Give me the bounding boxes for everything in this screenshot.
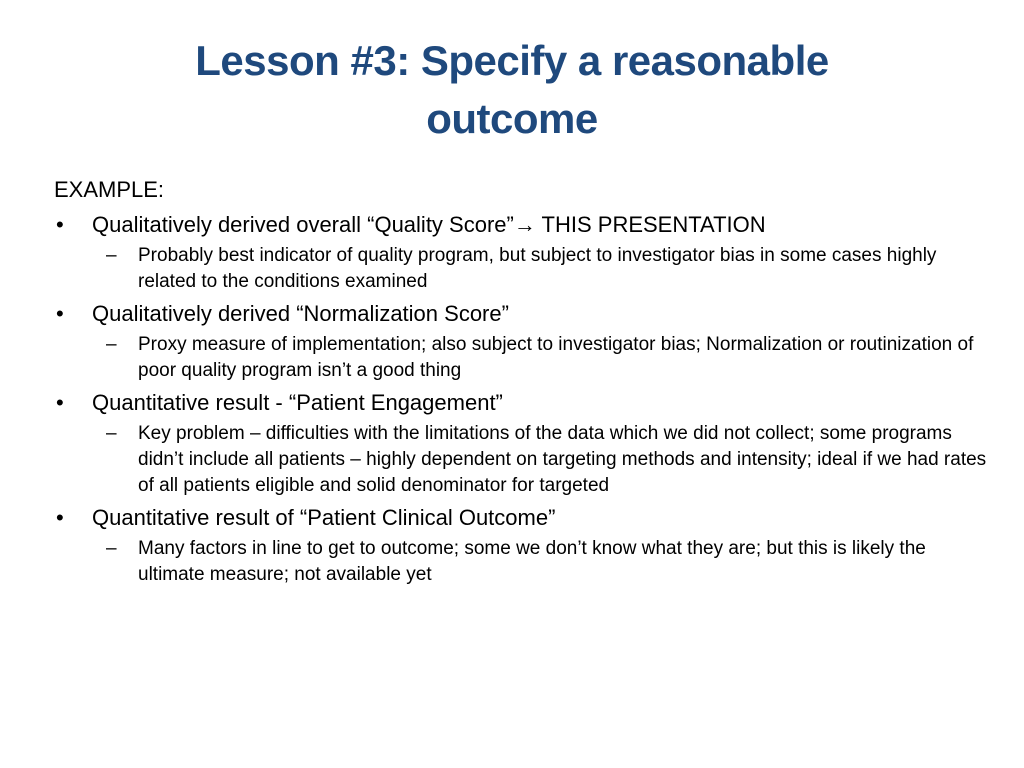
bullet-item-quality-score: [54, 209, 994, 241]
title-line-1: Lesson #3: Specify a reasonable: [195, 37, 829, 84]
bullet-item-normalization-score: [54, 298, 994, 330]
sub-item-patient-clinical-outcome: [54, 536, 994, 588]
dash-icon: –: [106, 538, 117, 559]
bullet-icon: •: [56, 505, 64, 530]
bullet-text: Quantitative result - “Patient Engagement”: [92, 390, 503, 415]
sub-item-text: Many factors in line to get to outcome; some we don’t know what they are; but this is likely the ultimate measure; not available yet: [138, 538, 926, 585]
bullet-item-patient-engagement: [54, 387, 994, 419]
dash-icon: –: [106, 334, 117, 355]
sub-item-normalization-score: [54, 332, 994, 384]
dash-icon: –: [106, 423, 117, 444]
bullet-text: Qualitatively derived overall “Quality Score”→ THIS PRESENTATION: [92, 212, 766, 237]
slide-body: [54, 174, 994, 590]
sub-item-text: Probably best indicator of quality program, but subject to investigator bias in some cases highly related to the conditions examined: [138, 245, 937, 292]
bullet-icon: •: [56, 301, 64, 326]
bullet-text: Quantitative result of “Patient Clinical Outcome”: [92, 505, 556, 530]
title-line-2: outcome: [426, 95, 598, 142]
dash-icon: –: [106, 245, 117, 266]
sub-item-quality-score: [54, 243, 994, 295]
slide-title: [60, 32, 964, 148]
bullet-icon: •: [56, 390, 64, 415]
bullet-text: Qualitatively derived “Normalization Score”: [92, 301, 509, 326]
sub-item-text: Proxy measure of implementation; also subject to investigator bias; Normalization or routinization of poor quality program isn’t a good thing: [138, 334, 974, 381]
sub-item-patient-engagement: [54, 421, 994, 499]
sub-item-text: Key problem – difficulties with the limitations of the data which we did not collect; some programs didn’t include all patients – highly dependent on targeting methods and intensity; ideal if we had rates of all patients eligible and solid denominator for targeted: [138, 423, 987, 496]
bullet-icon: •: [56, 212, 64, 237]
example-label: EXAMPLE:: [54, 177, 165, 202]
bullet-item-patient-clinical-outcome: [54, 502, 994, 534]
